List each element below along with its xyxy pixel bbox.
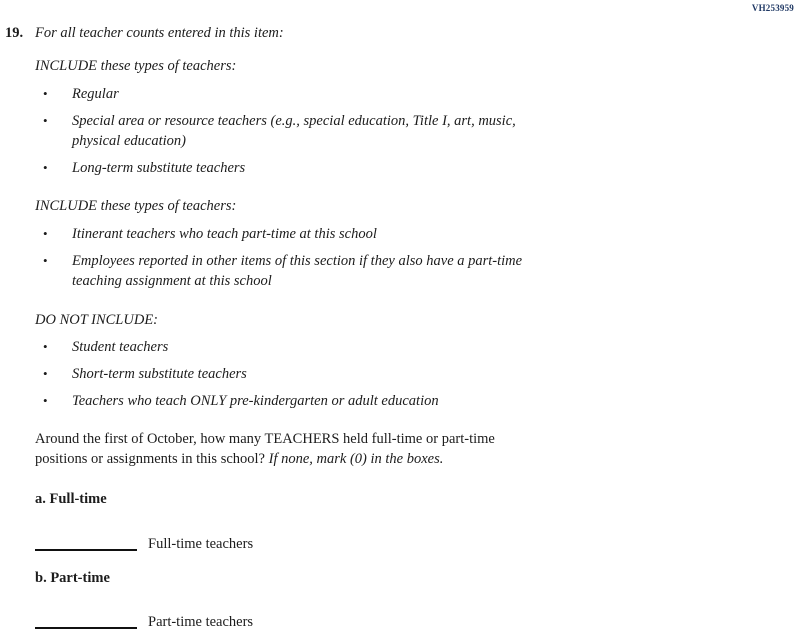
bullet-icon: • bbox=[43, 253, 48, 268]
list-item-text: Long-term substitute teachers bbox=[72, 160, 246, 176]
bullet-icon: • bbox=[43, 366, 48, 381]
list-item-text: Teachers who teach ONLY pre-kindergarten or adult education bbox=[72, 393, 439, 409]
part-b-label: b. Part-time bbox=[35, 570, 110, 586]
list-item bbox=[35, 84, 791, 104]
list-item bbox=[35, 251, 791, 291]
prompt-line-1: Around the first of October, how many TEACHERS held full-time or part-time bbox=[35, 431, 495, 447]
bullet-icon: • bbox=[43, 339, 48, 354]
include-section-2 bbox=[35, 196, 791, 291]
list-item bbox=[35, 337, 791, 357]
bullet-icon: • bbox=[43, 113, 48, 128]
list-item bbox=[35, 391, 791, 411]
list-item-text: Itinerant teachers who teach part-time at this school bbox=[72, 226, 377, 242]
section-header: INCLUDE these types of teachers: bbox=[35, 58, 237, 74]
prompt-line-2-italic: If none, mark (0) in the boxes. bbox=[268, 451, 444, 467]
list-item-text: Employees reported in other items of this section if they also have a part-time bbox=[72, 253, 523, 269]
full-time-teachers-input[interactable] bbox=[35, 535, 137, 551]
list-item bbox=[35, 224, 791, 244]
list-item-text: Student teachers bbox=[72, 339, 169, 355]
bullet-icon: • bbox=[43, 226, 48, 241]
list-item bbox=[35, 158, 791, 178]
section-header: INCLUDE these types of teachers: bbox=[35, 198, 237, 214]
prompt-line-2 bbox=[35, 449, 791, 469]
part-a-label: a. Full-time bbox=[35, 491, 107, 507]
do-not-include-section bbox=[35, 310, 791, 411]
question-body bbox=[35, 23, 791, 632]
question-19 bbox=[5, 23, 791, 632]
part-a-answer-row bbox=[35, 534, 791, 554]
list-item-text: Regular bbox=[72, 86, 119, 102]
list-item-text: physical education) bbox=[72, 133, 186, 149]
form-code: VH253959 bbox=[751, 3, 794, 13]
section-header: DO NOT INCLUDE: bbox=[35, 312, 159, 328]
list-item bbox=[35, 111, 791, 151]
bullet-icon: • bbox=[43, 393, 48, 408]
list-item-text: Special area or resource teachers (e.g., special education, Title I, art, music, bbox=[72, 113, 516, 129]
part-time-teachers-label: Part-time teachers bbox=[148, 614, 254, 630]
question-prompt bbox=[35, 429, 791, 469]
full-time-teachers-label: Full-time teachers bbox=[148, 536, 254, 552]
prompt-line-2-roman: positions or assignments in this school? bbox=[35, 451, 269, 467]
question-number: 19. bbox=[5, 25, 24, 41]
part-b-answer-row bbox=[35, 612, 791, 632]
list-item-text: Short-term substitute teachers bbox=[72, 366, 247, 382]
part-time-teachers-input[interactable] bbox=[35, 613, 137, 629]
list-item-text: teaching assignment at this school bbox=[72, 273, 272, 289]
list-item bbox=[35, 364, 791, 384]
bullet-icon: • bbox=[43, 160, 48, 175]
bullet-icon: • bbox=[43, 86, 48, 101]
include-section-1 bbox=[35, 56, 791, 178]
question-intro: For all teacher counts entered in this item: bbox=[35, 25, 284, 41]
